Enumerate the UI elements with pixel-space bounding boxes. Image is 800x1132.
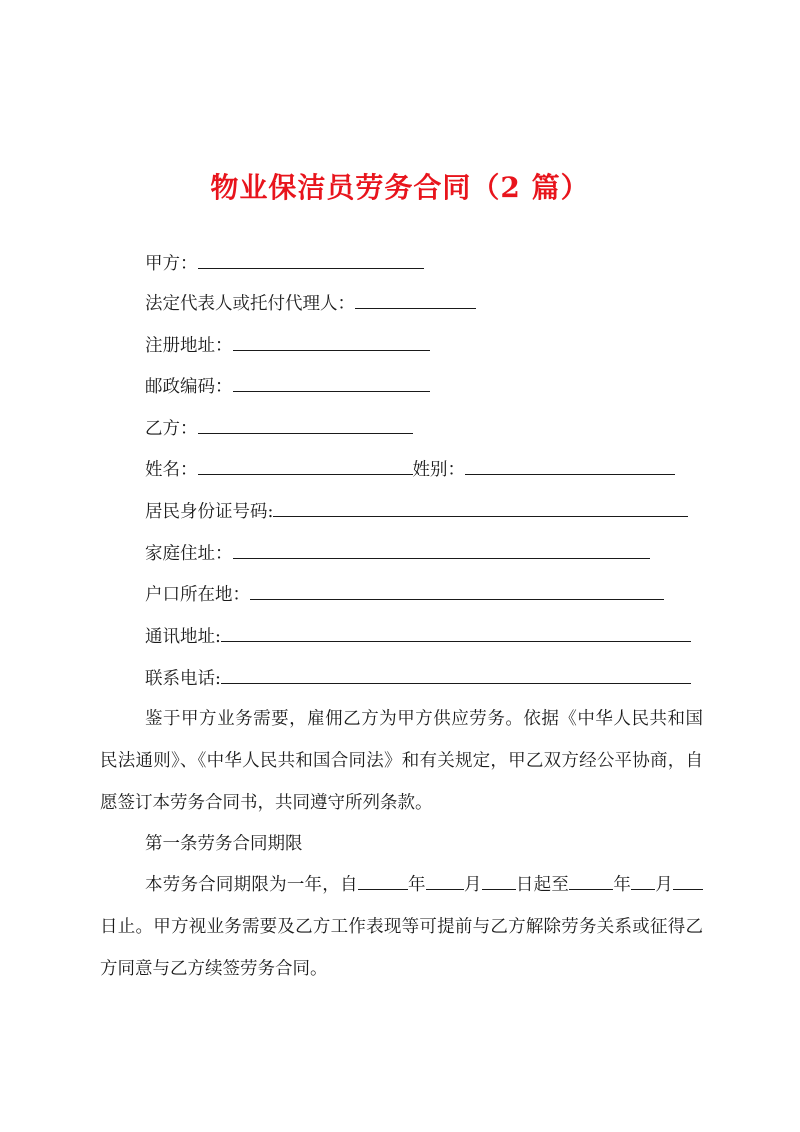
article-text: 年 xyxy=(613,875,632,895)
fill-in-blank[interactable] xyxy=(198,250,424,269)
field-hukou xyxy=(145,581,664,605)
field-party-b xyxy=(145,415,413,439)
field-home-address xyxy=(145,540,650,564)
field-label: 甲方： xyxy=(145,254,198,274)
field-label: 邮政编码： xyxy=(145,377,233,397)
field-label: 居民身份证号码: xyxy=(145,502,274,522)
article-text: 月 xyxy=(655,875,674,895)
fill-in-blank[interactable] xyxy=(273,498,688,517)
field-party-a xyxy=(145,250,424,274)
intro-paragraph: 鉴于甲方业务需要，雇佣乙方为甲方供应劳务。依据《中华人民共和国民法通则》、《中华人民共和国合同法》和有关规定，甲乙双方经公平协商，自愿签订本劳务合同书，共同遵守所列条款。 xyxy=(100,709,703,813)
article-text: 日止。甲方视业务需要及乙方工作表现等可提前与乙方解除劳务关系或征得乙方同意与乙方续签劳务合同。 xyxy=(100,917,703,979)
article-text: 年 xyxy=(407,875,426,895)
article-1-paragraph xyxy=(100,864,703,990)
fill-in-blank[interactable] xyxy=(221,623,691,642)
fill-in-blank[interactable] xyxy=(233,540,650,559)
document-title: 物业保洁员劳务合同（2 篇） xyxy=(210,171,590,204)
fill-in-blank[interactable] xyxy=(233,332,430,351)
fill-in-blank[interactable] xyxy=(358,871,408,890)
article-text: 日起至 xyxy=(515,875,570,895)
fill-in-blank[interactable] xyxy=(569,871,613,890)
field-label: 注册地址： xyxy=(145,336,233,356)
field-label: 家庭住址： xyxy=(145,544,233,564)
field-legal-rep xyxy=(145,290,476,314)
field-label: 通讯地址: xyxy=(145,627,221,647)
field-label: 联系电话: xyxy=(145,669,221,689)
fill-in-blank[interactable] xyxy=(631,871,655,890)
field-id-number xyxy=(145,498,688,522)
field-label: 户口所在地： xyxy=(145,585,250,605)
fill-in-blank[interactable] xyxy=(482,871,516,890)
fill-in-blank[interactable] xyxy=(673,871,703,890)
field-label: 乙方： xyxy=(145,419,198,439)
fill-in-blank[interactable] xyxy=(465,456,675,475)
fill-in-blank[interactable] xyxy=(250,581,664,600)
article-text: 本劳务合同期限为一年，自 xyxy=(145,875,358,895)
field-reg-address xyxy=(145,332,430,356)
fill-in-blank[interactable] xyxy=(426,871,464,890)
field-phone xyxy=(145,665,691,689)
fill-in-blank[interactable] xyxy=(198,415,413,434)
field-postal-code xyxy=(145,373,430,397)
fill-in-blank[interactable] xyxy=(221,665,691,684)
field-label: 法定代表人或托付代理人： xyxy=(145,294,355,314)
field-name-gender xyxy=(145,456,675,480)
fill-in-blank[interactable] xyxy=(198,456,413,475)
field-label: 姓别： xyxy=(412,460,465,480)
field-label: 姓名： xyxy=(145,460,198,480)
fill-in-blank[interactable] xyxy=(355,290,476,309)
field-mail-address xyxy=(145,623,691,647)
article-text: 月 xyxy=(463,875,482,895)
article-1-heading: 第一条劳务合同期限 xyxy=(145,834,303,854)
fill-in-blank[interactable] xyxy=(233,373,430,392)
